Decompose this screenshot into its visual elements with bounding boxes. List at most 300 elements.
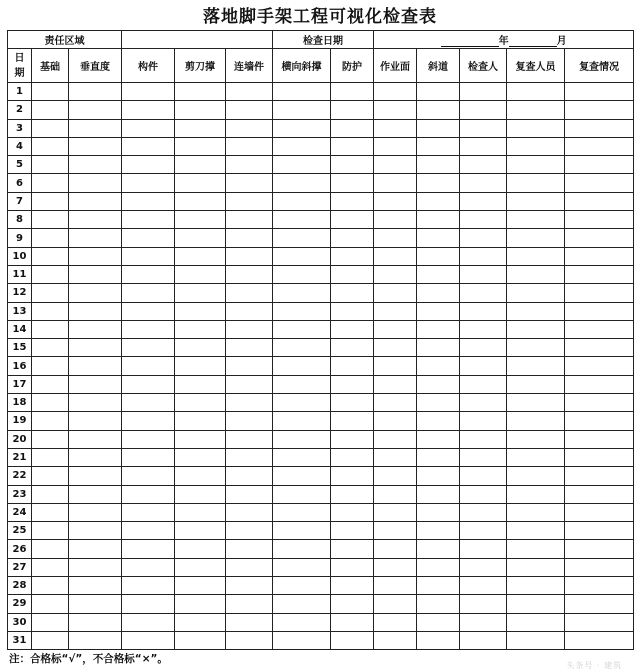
cell-protection[interactable] xyxy=(331,247,374,265)
cell-inspector[interactable] xyxy=(460,558,507,576)
cell-ramp[interactable] xyxy=(417,284,460,302)
cell-work-surface[interactable] xyxy=(374,595,417,613)
cell-inspector[interactable] xyxy=(460,339,507,357)
cell-wall-ties[interactable] xyxy=(226,83,273,101)
cell-foundation[interactable] xyxy=(32,247,69,265)
cell-ramp[interactable] xyxy=(417,412,460,430)
cell-reinspector[interactable] xyxy=(507,558,565,576)
cell-scissor-brace[interactable] xyxy=(175,156,226,174)
cell-components[interactable] xyxy=(122,357,175,375)
cell-reinspector[interactable] xyxy=(507,448,565,466)
cell-scissor-brace[interactable] xyxy=(175,119,226,137)
cell-reinspection-result[interactable] xyxy=(565,229,634,247)
cell-reinspection-result[interactable] xyxy=(565,284,634,302)
cell-reinspection-result[interactable] xyxy=(565,522,634,540)
cell-wall-ties[interactable] xyxy=(226,467,273,485)
cell-reinspection-result[interactable] xyxy=(565,101,634,119)
cell-ramp[interactable] xyxy=(417,577,460,595)
cell-inspector[interactable] xyxy=(460,394,507,412)
cell-wall-ties[interactable] xyxy=(226,119,273,137)
cell-scissor-brace[interactable] xyxy=(175,430,226,448)
cell-work-surface[interactable] xyxy=(374,357,417,375)
cell-reinspection-result[interactable] xyxy=(565,613,634,631)
cell-verticality[interactable] xyxy=(69,320,122,338)
cell-components[interactable] xyxy=(122,394,175,412)
cell-foundation[interactable] xyxy=(32,192,69,210)
cell-work-surface[interactable] xyxy=(374,339,417,357)
cell-wall-ties[interactable] xyxy=(226,101,273,119)
cell-reinspection-result[interactable] xyxy=(565,430,634,448)
cell-inspector[interactable] xyxy=(460,119,507,137)
cell-inspector[interactable] xyxy=(460,412,507,430)
cell-reinspection-result[interactable] xyxy=(565,412,634,430)
cell-ramp[interactable] xyxy=(417,613,460,631)
cell-protection[interactable] xyxy=(331,320,374,338)
cell-protection[interactable] xyxy=(331,192,374,210)
cell-ramp[interactable] xyxy=(417,83,460,101)
cell-components[interactable] xyxy=(122,302,175,320)
cell-ramp[interactable] xyxy=(417,229,460,247)
cell-ramp[interactable] xyxy=(417,119,460,137)
cell-wall-ties[interactable] xyxy=(226,412,273,430)
cell-components[interactable] xyxy=(122,174,175,192)
cell-ramp[interactable] xyxy=(417,137,460,155)
cell-work-surface[interactable] xyxy=(374,320,417,338)
cell-reinspector[interactable] xyxy=(507,302,565,320)
cell-wall-ties[interactable] xyxy=(226,247,273,265)
cell-work-surface[interactable] xyxy=(374,577,417,595)
cell-protection[interactable] xyxy=(331,83,374,101)
cell-reinspector[interactable] xyxy=(507,174,565,192)
cell-components[interactable] xyxy=(122,83,175,101)
cell-components[interactable] xyxy=(122,595,175,613)
cell-verticality[interactable] xyxy=(69,448,122,466)
cell-components[interactable] xyxy=(122,485,175,503)
cell-foundation[interactable] xyxy=(32,119,69,137)
cell-transverse-brace[interactable] xyxy=(273,430,331,448)
cell-scissor-brace[interactable] xyxy=(175,137,226,155)
cell-work-surface[interactable] xyxy=(374,485,417,503)
cell-transverse-brace[interactable] xyxy=(273,302,331,320)
cell-protection[interactable] xyxy=(331,577,374,595)
cell-wall-ties[interactable] xyxy=(226,211,273,229)
cell-ramp[interactable] xyxy=(417,448,460,466)
cell-protection[interactable] xyxy=(331,467,374,485)
cell-scissor-brace[interactable] xyxy=(175,503,226,521)
cell-inspector[interactable] xyxy=(460,430,507,448)
cell-inspector[interactable] xyxy=(460,284,507,302)
cell-transverse-brace[interactable] xyxy=(273,412,331,430)
cell-protection[interactable] xyxy=(331,119,374,137)
cell-foundation[interactable] xyxy=(32,101,69,119)
cell-ramp[interactable] xyxy=(417,320,460,338)
cell-transverse-brace[interactable] xyxy=(273,211,331,229)
cell-wall-ties[interactable] xyxy=(226,375,273,393)
cell-reinspector[interactable] xyxy=(507,412,565,430)
cell-scissor-brace[interactable] xyxy=(175,394,226,412)
cell-verticality[interactable] xyxy=(69,302,122,320)
cell-ramp[interactable] xyxy=(417,595,460,613)
cell-reinspector[interactable] xyxy=(507,467,565,485)
cell-work-surface[interactable] xyxy=(374,192,417,210)
cell-protection[interactable] xyxy=(331,339,374,357)
cell-transverse-brace[interactable] xyxy=(273,174,331,192)
cell-scissor-brace[interactable] xyxy=(175,265,226,283)
cell-verticality[interactable] xyxy=(69,577,122,595)
cell-verticality[interactable] xyxy=(69,247,122,265)
cell-reinspection-result[interactable] xyxy=(565,631,634,649)
cell-ramp[interactable] xyxy=(417,394,460,412)
cell-protection[interactable] xyxy=(331,448,374,466)
cell-reinspection-result[interactable] xyxy=(565,339,634,357)
cell-work-surface[interactable] xyxy=(374,247,417,265)
year-blank[interactable] xyxy=(441,35,499,47)
cell-scissor-brace[interactable] xyxy=(175,522,226,540)
cell-scissor-brace[interactable] xyxy=(175,192,226,210)
cell-reinspection-result[interactable] xyxy=(565,302,634,320)
cell-scissor-brace[interactable] xyxy=(175,320,226,338)
cell-wall-ties[interactable] xyxy=(226,522,273,540)
cell-scissor-brace[interactable] xyxy=(175,540,226,558)
cell-reinspector[interactable] xyxy=(507,631,565,649)
cell-scissor-brace[interactable] xyxy=(175,558,226,576)
cell-foundation[interactable] xyxy=(32,83,69,101)
cell-reinspector[interactable] xyxy=(507,119,565,137)
cell-wall-ties[interactable] xyxy=(226,394,273,412)
cell-foundation[interactable] xyxy=(32,357,69,375)
cell-scissor-brace[interactable] xyxy=(175,229,226,247)
cell-work-surface[interactable] xyxy=(374,412,417,430)
cell-ramp[interactable] xyxy=(417,174,460,192)
cell-ramp[interactable] xyxy=(417,558,460,576)
cell-verticality[interactable] xyxy=(69,595,122,613)
cell-work-surface[interactable] xyxy=(374,540,417,558)
cell-reinspection-result[interactable] xyxy=(565,137,634,155)
cell-foundation[interactable] xyxy=(32,467,69,485)
cell-components[interactable] xyxy=(122,284,175,302)
cell-reinspector[interactable] xyxy=(507,394,565,412)
cell-protection[interactable] xyxy=(331,485,374,503)
cell-protection[interactable] xyxy=(331,229,374,247)
cell-inspector[interactable] xyxy=(460,631,507,649)
cell-verticality[interactable] xyxy=(69,540,122,558)
cell-reinspection-result[interactable] xyxy=(565,595,634,613)
cell-transverse-brace[interactable] xyxy=(273,613,331,631)
cell-transverse-brace[interactable] xyxy=(273,558,331,576)
cell-reinspection-result[interactable] xyxy=(565,119,634,137)
cell-wall-ties[interactable] xyxy=(226,430,273,448)
cell-wall-ties[interactable] xyxy=(226,540,273,558)
cell-reinspector[interactable] xyxy=(507,503,565,521)
cell-ramp[interactable] xyxy=(417,101,460,119)
cell-foundation[interactable] xyxy=(32,595,69,613)
cell-components[interactable] xyxy=(122,265,175,283)
cell-reinspection-result[interactable] xyxy=(565,83,634,101)
cell-inspector[interactable] xyxy=(460,540,507,558)
cell-reinspector[interactable] xyxy=(507,522,565,540)
cell-components[interactable] xyxy=(122,540,175,558)
cell-foundation[interactable] xyxy=(32,211,69,229)
cell-work-surface[interactable] xyxy=(374,430,417,448)
cell-foundation[interactable] xyxy=(32,485,69,503)
cell-wall-ties[interactable] xyxy=(226,357,273,375)
cell-scissor-brace[interactable] xyxy=(175,357,226,375)
cell-scissor-brace[interactable] xyxy=(175,339,226,357)
cell-foundation[interactable] xyxy=(32,412,69,430)
cell-ramp[interactable] xyxy=(417,631,460,649)
cell-wall-ties[interactable] xyxy=(226,503,273,521)
cell-wall-ties[interactable] xyxy=(226,613,273,631)
cell-components[interactable] xyxy=(122,156,175,174)
cell-foundation[interactable] xyxy=(32,284,69,302)
cell-transverse-brace[interactable] xyxy=(273,229,331,247)
cell-inspector[interactable] xyxy=(460,174,507,192)
cell-work-surface[interactable] xyxy=(374,522,417,540)
cell-scissor-brace[interactable] xyxy=(175,485,226,503)
cell-ramp[interactable] xyxy=(417,156,460,174)
cell-ramp[interactable] xyxy=(417,357,460,375)
cell-wall-ties[interactable] xyxy=(226,558,273,576)
cell-verticality[interactable] xyxy=(69,357,122,375)
cell-transverse-brace[interactable] xyxy=(273,448,331,466)
cell-verticality[interactable] xyxy=(69,119,122,137)
cell-work-surface[interactable] xyxy=(374,394,417,412)
cell-protection[interactable] xyxy=(331,540,374,558)
cell-scissor-brace[interactable] xyxy=(175,211,226,229)
cell-foundation[interactable] xyxy=(32,613,69,631)
cell-scissor-brace[interactable] xyxy=(175,577,226,595)
cell-foundation[interactable] xyxy=(32,448,69,466)
cell-inspector[interactable] xyxy=(460,467,507,485)
responsibility-area-field[interactable] xyxy=(122,31,273,49)
cell-verticality[interactable] xyxy=(69,284,122,302)
cell-inspector[interactable] xyxy=(460,375,507,393)
cell-inspector[interactable] xyxy=(460,448,507,466)
cell-inspector[interactable] xyxy=(460,320,507,338)
cell-reinspection-result[interactable] xyxy=(565,467,634,485)
cell-inspector[interactable] xyxy=(460,229,507,247)
cell-reinspection-result[interactable] xyxy=(565,357,634,375)
cell-foundation[interactable] xyxy=(32,631,69,649)
cell-inspector[interactable] xyxy=(460,577,507,595)
cell-reinspection-result[interactable] xyxy=(565,485,634,503)
cell-reinspection-result[interactable] xyxy=(565,247,634,265)
cell-inspector[interactable] xyxy=(460,485,507,503)
cell-protection[interactable] xyxy=(331,156,374,174)
cell-verticality[interactable] xyxy=(69,265,122,283)
cell-foundation[interactable] xyxy=(32,265,69,283)
cell-wall-ties[interactable] xyxy=(226,156,273,174)
cell-protection[interactable] xyxy=(331,174,374,192)
cell-foundation[interactable] xyxy=(32,137,69,155)
cell-inspector[interactable] xyxy=(460,137,507,155)
cell-reinspection-result[interactable] xyxy=(565,375,634,393)
cell-transverse-brace[interactable] xyxy=(273,119,331,137)
cell-scissor-brace[interactable] xyxy=(175,284,226,302)
cell-inspector[interactable] xyxy=(460,503,507,521)
cell-reinspector[interactable] xyxy=(507,101,565,119)
cell-protection[interactable] xyxy=(331,357,374,375)
cell-verticality[interactable] xyxy=(69,156,122,174)
cell-ramp[interactable] xyxy=(417,430,460,448)
cell-transverse-brace[interactable] xyxy=(273,467,331,485)
cell-protection[interactable] xyxy=(331,375,374,393)
cell-verticality[interactable] xyxy=(69,375,122,393)
cell-work-surface[interactable] xyxy=(374,137,417,155)
cell-protection[interactable] xyxy=(331,265,374,283)
cell-work-surface[interactable] xyxy=(374,467,417,485)
inspection-date-field[interactable] xyxy=(374,31,634,49)
cell-scissor-brace[interactable] xyxy=(175,595,226,613)
cell-verticality[interactable] xyxy=(69,229,122,247)
cell-foundation[interactable] xyxy=(32,320,69,338)
cell-reinspection-result[interactable] xyxy=(565,265,634,283)
cell-transverse-brace[interactable] xyxy=(273,339,331,357)
cell-work-surface[interactable] xyxy=(374,83,417,101)
cell-work-surface[interactable] xyxy=(374,302,417,320)
cell-transverse-brace[interactable] xyxy=(273,192,331,210)
cell-protection[interactable] xyxy=(331,631,374,649)
cell-protection[interactable] xyxy=(331,522,374,540)
cell-components[interactable] xyxy=(122,192,175,210)
cell-verticality[interactable] xyxy=(69,137,122,155)
cell-ramp[interactable] xyxy=(417,375,460,393)
cell-work-surface[interactable] xyxy=(374,229,417,247)
cell-protection[interactable] xyxy=(331,430,374,448)
cell-protection[interactable] xyxy=(331,137,374,155)
cell-foundation[interactable] xyxy=(32,174,69,192)
cell-work-surface[interactable] xyxy=(374,119,417,137)
cell-reinspection-result[interactable] xyxy=(565,577,634,595)
cell-ramp[interactable] xyxy=(417,467,460,485)
cell-reinspector[interactable] xyxy=(507,577,565,595)
cell-wall-ties[interactable] xyxy=(226,137,273,155)
cell-wall-ties[interactable] xyxy=(226,320,273,338)
cell-transverse-brace[interactable] xyxy=(273,101,331,119)
cell-verticality[interactable] xyxy=(69,174,122,192)
cell-transverse-brace[interactable] xyxy=(273,503,331,521)
cell-reinspector[interactable] xyxy=(507,83,565,101)
cell-inspector[interactable] xyxy=(460,522,507,540)
cell-transverse-brace[interactable] xyxy=(273,375,331,393)
cell-reinspector[interactable] xyxy=(507,485,565,503)
cell-verticality[interactable] xyxy=(69,394,122,412)
cell-foundation[interactable] xyxy=(32,558,69,576)
cell-verticality[interactable] xyxy=(69,558,122,576)
cell-reinspection-result[interactable] xyxy=(565,394,634,412)
cell-components[interactable] xyxy=(122,467,175,485)
cell-transverse-brace[interactable] xyxy=(273,595,331,613)
cell-transverse-brace[interactable] xyxy=(273,540,331,558)
cell-scissor-brace[interactable] xyxy=(175,174,226,192)
cell-components[interactable] xyxy=(122,430,175,448)
cell-verticality[interactable] xyxy=(69,83,122,101)
cell-components[interactable] xyxy=(122,577,175,595)
cell-transverse-brace[interactable] xyxy=(273,284,331,302)
cell-inspector[interactable] xyxy=(460,265,507,283)
cell-components[interactable] xyxy=(122,448,175,466)
cell-foundation[interactable] xyxy=(32,229,69,247)
cell-wall-ties[interactable] xyxy=(226,265,273,283)
cell-components[interactable] xyxy=(122,247,175,265)
cell-scissor-brace[interactable] xyxy=(175,83,226,101)
cell-verticality[interactable] xyxy=(69,467,122,485)
cell-ramp[interactable] xyxy=(417,192,460,210)
cell-reinspector[interactable] xyxy=(507,320,565,338)
cell-protection[interactable] xyxy=(331,503,374,521)
cell-verticality[interactable] xyxy=(69,613,122,631)
cell-verticality[interactable] xyxy=(69,339,122,357)
cell-ramp[interactable] xyxy=(417,540,460,558)
cell-reinspection-result[interactable] xyxy=(565,540,634,558)
cell-work-surface[interactable] xyxy=(374,174,417,192)
cell-reinspector[interactable] xyxy=(507,375,565,393)
cell-transverse-brace[interactable] xyxy=(273,357,331,375)
cell-reinspector[interactable] xyxy=(507,156,565,174)
cell-verticality[interactable] xyxy=(69,503,122,521)
cell-reinspector[interactable] xyxy=(507,339,565,357)
cell-work-surface[interactable] xyxy=(374,631,417,649)
cell-wall-ties[interactable] xyxy=(226,485,273,503)
cell-inspector[interactable] xyxy=(460,192,507,210)
cell-transverse-brace[interactable] xyxy=(273,156,331,174)
cell-ramp[interactable] xyxy=(417,503,460,521)
cell-ramp[interactable] xyxy=(417,302,460,320)
cell-transverse-brace[interactable] xyxy=(273,137,331,155)
cell-verticality[interactable] xyxy=(69,485,122,503)
cell-work-surface[interactable] xyxy=(374,211,417,229)
cell-reinspection-result[interactable] xyxy=(565,192,634,210)
cell-reinspection-result[interactable] xyxy=(565,503,634,521)
cell-reinspection-result[interactable] xyxy=(565,156,634,174)
cell-foundation[interactable] xyxy=(32,394,69,412)
cell-components[interactable] xyxy=(122,101,175,119)
cell-wall-ties[interactable] xyxy=(226,631,273,649)
cell-ramp[interactable] xyxy=(417,522,460,540)
cell-wall-ties[interactable] xyxy=(226,229,273,247)
cell-reinspection-result[interactable] xyxy=(565,320,634,338)
cell-reinspector[interactable] xyxy=(507,247,565,265)
cell-reinspector[interactable] xyxy=(507,265,565,283)
cell-wall-ties[interactable] xyxy=(226,284,273,302)
cell-transverse-brace[interactable] xyxy=(273,522,331,540)
cell-protection[interactable] xyxy=(331,595,374,613)
cell-reinspector[interactable] xyxy=(507,540,565,558)
cell-protection[interactable] xyxy=(331,284,374,302)
cell-components[interactable] xyxy=(122,503,175,521)
cell-inspector[interactable] xyxy=(460,247,507,265)
cell-inspector[interactable] xyxy=(460,211,507,229)
cell-scissor-brace[interactable] xyxy=(175,375,226,393)
cell-reinspection-result[interactable] xyxy=(565,558,634,576)
cell-foundation[interactable] xyxy=(32,577,69,595)
cell-components[interactable] xyxy=(122,522,175,540)
cell-transverse-brace[interactable] xyxy=(273,577,331,595)
cell-transverse-brace[interactable] xyxy=(273,485,331,503)
cell-scissor-brace[interactable] xyxy=(175,467,226,485)
cell-transverse-brace[interactable] xyxy=(273,83,331,101)
cell-protection[interactable] xyxy=(331,613,374,631)
cell-wall-ties[interactable] xyxy=(226,302,273,320)
cell-components[interactable] xyxy=(122,137,175,155)
cell-reinspection-result[interactable] xyxy=(565,211,634,229)
cell-scissor-brace[interactable] xyxy=(175,448,226,466)
cell-reinspection-result[interactable] xyxy=(565,174,634,192)
cell-work-surface[interactable] xyxy=(374,284,417,302)
cell-ramp[interactable] xyxy=(417,485,460,503)
cell-scissor-brace[interactable] xyxy=(175,302,226,320)
cell-protection[interactable] xyxy=(331,412,374,430)
